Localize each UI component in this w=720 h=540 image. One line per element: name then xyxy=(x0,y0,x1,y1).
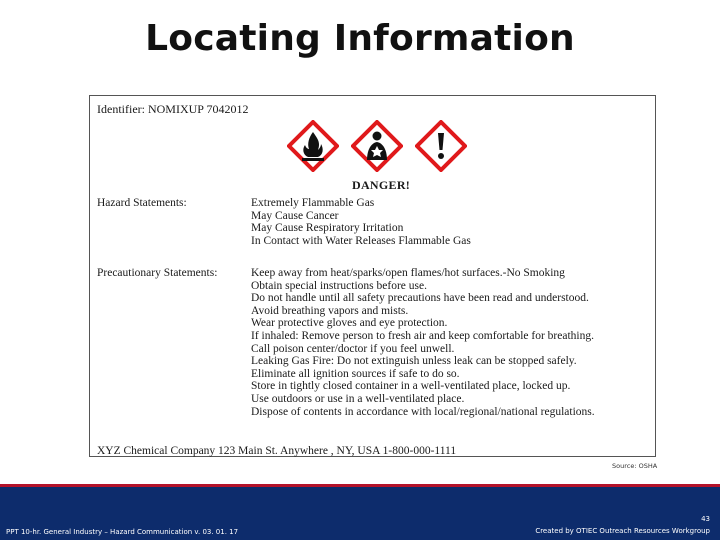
page-title: Locating Information xyxy=(145,18,575,59)
signal-word: DANGER! xyxy=(352,178,411,192)
ghs-label-image xyxy=(89,95,656,457)
hazard-statement: May Cause Cancer xyxy=(251,209,339,222)
precautionary-statement: Leaking Gas Fire: Do not extinguish unless leak can be stopped safely. xyxy=(251,355,577,368)
hazard-statements-heading: Hazard Statements: xyxy=(97,197,187,209)
precautionary-statement: Store in tightly closed container in a well-ventilated place, locked up. xyxy=(251,380,571,393)
supplier-info: XYZ Chemical Company 123 Main St. Anywhere , NY, USA 1-800-000-1111 xyxy=(97,445,457,457)
precautionary-statement: If inhaled: Remove person to fresh air and keep comfortable for breathing. xyxy=(251,329,594,342)
precautionary-statement: Keep away from heat/sparks/open flames/hot surfaces.-No Smoking xyxy=(251,267,565,279)
precautionary-statement: Do not handle until all safety precautions have been read and understood. xyxy=(251,292,589,305)
flame-icon xyxy=(287,120,339,172)
health-hazard-icon xyxy=(351,120,403,172)
precautionary-statements-list xyxy=(251,267,595,418)
hazard-statements-list xyxy=(251,197,471,247)
footer-stripe xyxy=(0,484,720,487)
hazard-statement: In Contact with Water Releases Flammable Gas xyxy=(251,234,471,247)
precautionary-statement: Dispose of contents in accordance with local/regional/national regulations. xyxy=(251,405,595,418)
source-note: Source: OSHA xyxy=(612,462,658,470)
footer-credit: Created by OTIEC Outreach Resources Workgroup xyxy=(535,527,710,535)
footer-course-label: PPT 10-hr. General Industry – Hazard Communication v. 03. 01. 17 xyxy=(6,528,239,536)
product-identifier: Identifier: NOMIXUP 7042012 xyxy=(97,102,249,116)
hazard-statement: May Cause Respiratory Irritation xyxy=(251,222,404,235)
page-number: 43 xyxy=(701,515,710,523)
hazard-statement: Extremely Flammable Gas xyxy=(251,197,375,209)
precautionary-statement: Call poison center/doctor if you feel unwell. xyxy=(251,342,455,355)
precautionary-statements-heading: Precautionary Statements: xyxy=(97,267,218,279)
precautionary-statement: Eliminate all ignition sources if safe to do so. xyxy=(251,367,460,380)
precautionary-statement: Wear protective gloves and eye protection. xyxy=(251,317,448,330)
exclamation-mark-icon xyxy=(415,120,467,172)
precautionary-statement: Obtain special instructions before use. xyxy=(251,279,427,292)
precautionary-statement: Use outdoors or use in a well-ventilated place. xyxy=(251,392,465,405)
precautionary-statement: Avoid breathing vapors and mists. xyxy=(251,304,409,317)
